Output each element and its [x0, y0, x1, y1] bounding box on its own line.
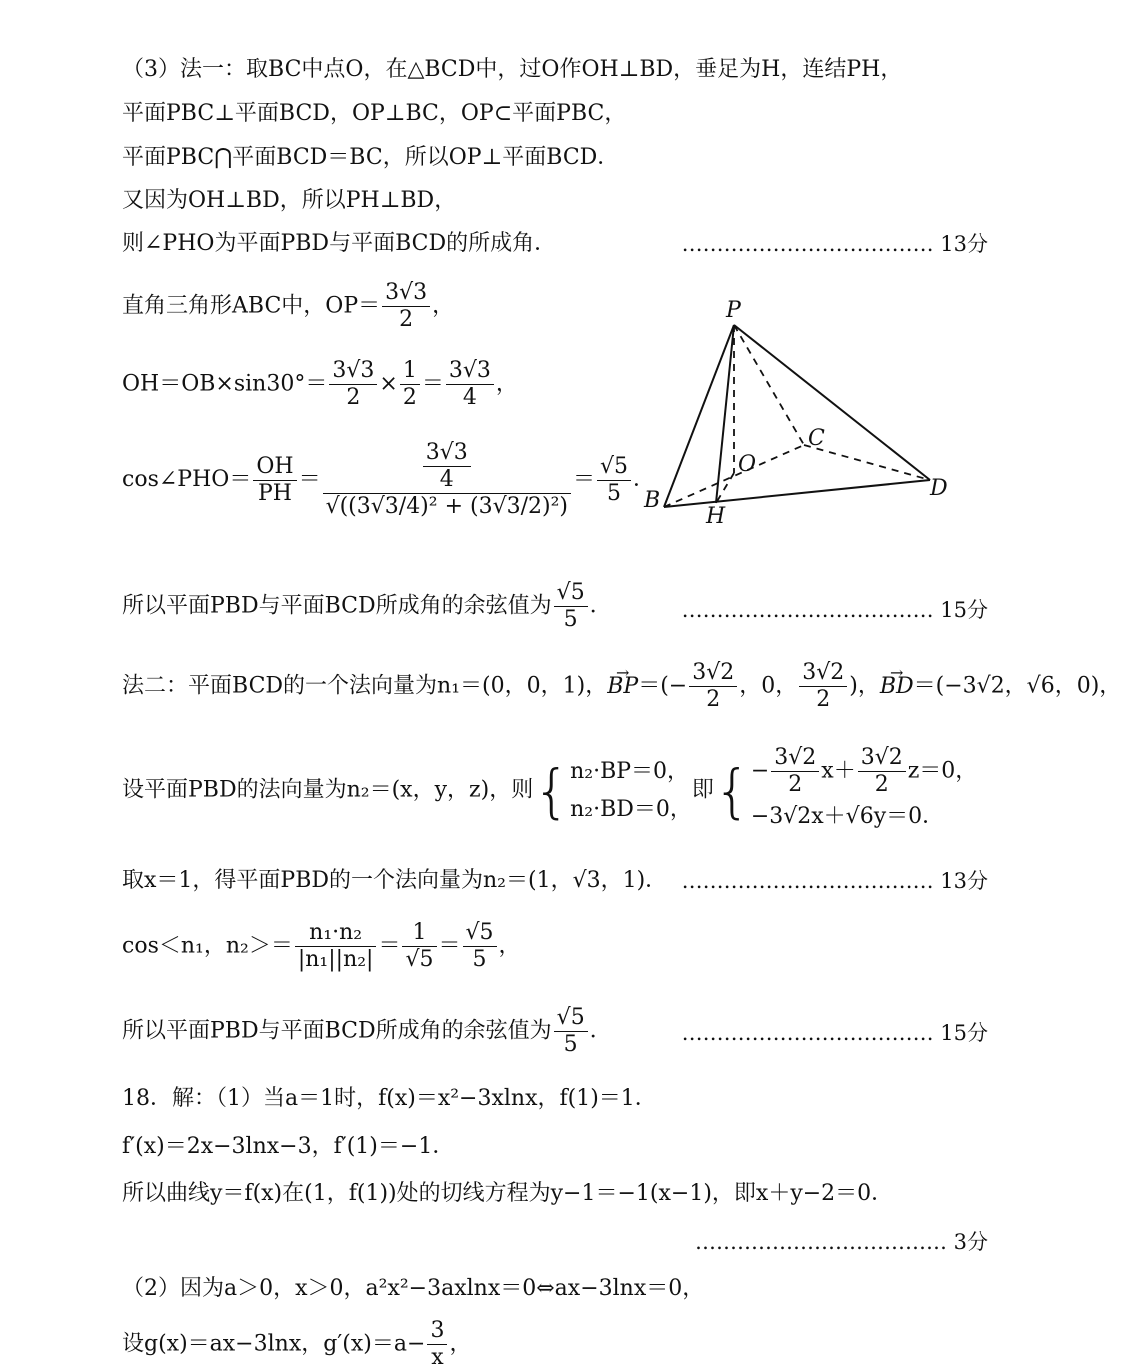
score-3: ……………………………… 3分: [694, 1230, 988, 1254]
dot-leader: ………………………………: [681, 869, 941, 893]
oh-equation: OH＝OB×sin30°＝ $\frac{3√3}{2}$ × $\frac{1}{2}$ ＝ $\frac{3√3}{4}$ ，: [122, 358, 518, 410]
method1-line1: （3）法一：取BC中点O，在△BCD中，过O作OH⊥BD，垂足为H，连结PH，: [122, 57, 903, 82]
dot-leader: ………………………………: [681, 1021, 941, 1045]
system-2: − $\frac{3√2}{2}$ x＋ $\frac{3√2}{2}$ z＝0， −3√2x＋√6y＝0．: [750, 745, 978, 829]
score-13-m2: ……………………………… 13分: [681, 869, 988, 893]
edge-PD: [734, 325, 930, 480]
q18-line2: f′(x)＝2x−3lnx−3，f′(1)＝−1．: [122, 1134, 455, 1159]
q18-line1: 18．解：（1）当a＝1时，f(x)＝x²−3xlnx，f(1)＝1．: [122, 1086, 657, 1111]
q18-line3: 所以曲线y＝f(x)在(1，f(1))处的切线方程为y−1＝−1(x−1)，即x＋y−2＝0．: [122, 1181, 894, 1206]
score-15-m2: ……………………………… 15分: [681, 1021, 988, 1045]
pyramid-diagram: [630, 295, 960, 535]
left-brace: {: [713, 756, 751, 825]
system-1: n₂·BP＝0， n₂·BD＝0，: [570, 758, 692, 822]
q18-line4: （2）因为a＞0，x＞0，a²x²−3axlnx＝0⇔ax−3lnx＝0，: [122, 1276, 705, 1301]
label-P: P: [726, 298, 741, 323]
edge-BD: [664, 480, 930, 507]
label-O: O: [738, 452, 757, 477]
method2-conclusion: 所以平面PBD与平面BCD所成角的余弦值为 $\frac{√5}{5}$ ．: [122, 1005, 612, 1057]
label-H: H: [706, 504, 726, 529]
score-13-m1: ……………………………… 13分: [681, 232, 988, 256]
dot-leader: ………………………………: [694, 1230, 954, 1254]
op-fraction: $\frac{3√3}{2}$: [382, 280, 430, 333]
score-15-m1: ……………………………… 15分: [681, 598, 988, 622]
method2-line1: 法二：平面BCD的一个法向量为n₁＝(0，0，1)，→ BP＝(− $\frac{3√2}{2}$ ，0， $\frac{3√2}{2}$ )，→ BD＝(−3√2，√6，0)，: [122, 660, 1121, 713]
op-equation: 直角三角形ABC中，OP＝ $\frac{3√3}{2}$ ，: [122, 280, 455, 332]
method2-line2: 设平面PBD的法向量为n₂＝(x，y，z)，则{ n₂·BP＝0， n₂·BD＝0， 即{ − $\frac{3√2}{2}$ x＋ $\frac{3√2}{2}$ z＝0， −3√2x＋√6y＝0．: [122, 745, 977, 836]
cos-big-fraction: $\frac{\frac{3√3}{4}}{\text{√((3√3/4)² + (3√3/2)²)}}$: [323, 440, 571, 520]
label-D: D: [930, 476, 948, 501]
edge-PC: [734, 325, 804, 445]
method1-line2: 平面PBC⊥平面BCD，OP⊥BC，OP⊂平面PBC，: [122, 101, 627, 126]
dot-leader: ………………………………: [681, 598, 941, 622]
label-C: C: [808, 426, 825, 451]
method1-line3: 平面PBC⋂平面BCD＝BC，所以OP⊥平面BCD．: [122, 145, 620, 170]
method1-line4: 又因为OH⊥BD，所以PH⊥BD，: [122, 188, 457, 213]
method1-line5: 则∠PHO为平面PBD与平面BCD的所成角．: [122, 231, 557, 256]
method2-cos: cos＜n₁，n₂＞＝ $\frac{\text{n₁·n₂}}{\text{|n₁||n₂|}}$ ＝ $\frac{1}{√5}$ ＝ $\frac{√5}{5}$ ，: [122, 920, 521, 972]
dot-leader: ………………………………: [681, 232, 941, 256]
method2-line3: 取x＝1，得平面PBD的一个法向量为n₂＝(1，√3，1)．: [122, 868, 668, 893]
left-brace: {: [533, 756, 571, 825]
q18-line5: 设g(x)＝ax−3lnx，g′(x)＝a− $\frac{3}{x}$ ，: [122, 1318, 472, 1370]
method1-conclusion: 所以平面PBD与平面BCD所成角的余弦值为 $\frac{√5}{5}$ ．: [122, 580, 612, 632]
label-B: B: [644, 488, 661, 513]
cos-pho-equation: cos∠PHO＝ $\frac{OH}{PH}$ ＝ $\frac{\frac{3√3}{4}}{\text{√((3√3/4)² + (3√3/2)²)}}$ ＝ $\frac{√5}{5}$ ．: [122, 440, 656, 519]
